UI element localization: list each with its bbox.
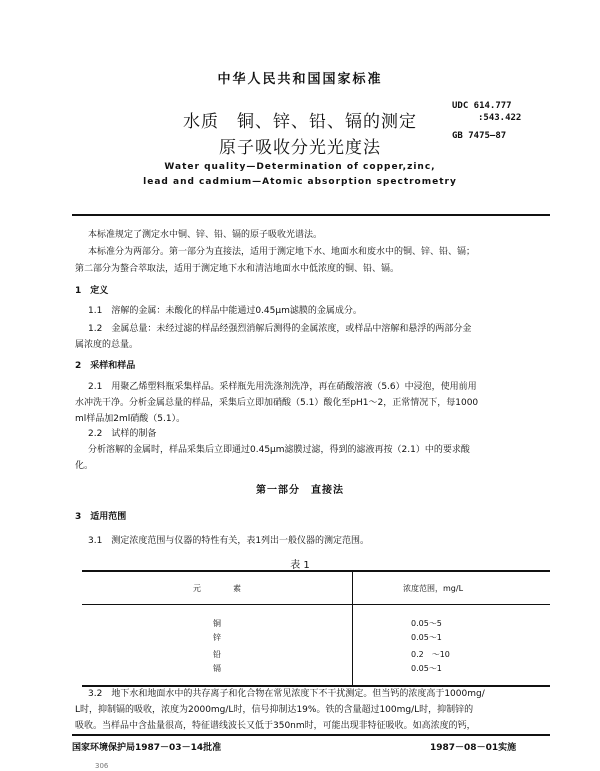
- table-cell-range: 0.2 ～10: [411, 649, 450, 659]
- udc-number: UDC 614.777: [452, 101, 512, 111]
- clause-2-2-heading: 2.2 试样的制备: [88, 429, 157, 439]
- table-cell-element: 铜: [82, 605, 353, 629]
- table-row: [82, 629, 550, 646]
- english-title-line1: Water quality—Determination of copper,zinc,: [164, 162, 436, 172]
- clause-2-1-cont: 水冲洗干净。分析金属总量的样品，采集后立即加硝酸（5.1）酸化至pH1～2，正常情况下，每1000: [75, 398, 479, 408]
- clause-2-1-cont2: ml样品加2ml硝酸（5.1）。: [75, 414, 186, 424]
- section-heading-sampling: 2 采样和样品: [75, 361, 136, 371]
- section-heading-definitions: 1 定义: [75, 286, 109, 296]
- clause-2-2: 分析溶解的金属时，样品采集后立即通过0.45μm滤膜过滤，得到的滤液再按（2.1）中的要求酸: [88, 445, 470, 455]
- table-cell-element: 锌: [82, 629, 353, 646]
- approval-date: 国家环境保护局1987－03－14批准: [72, 743, 222, 753]
- intro-paragraph-2: 本标准分为两部分。第一部分为直接法，适用于测定地下水、地面水和废水中的铜、锌、铅、镉；: [88, 247, 476, 257]
- clause-1-1: 1.1 溶解的金属：未酸化的样品中能通过0.45μm滤膜的金属成分。: [88, 306, 362, 316]
- clause-3-1: 3.1 测定浓度范围与仪器的特性有关，表1列出一般仪器的测定范围。: [88, 536, 370, 546]
- table-header-element: 元 素: [82, 571, 353, 605]
- implementation-date: 1987－08－01实施: [430, 743, 517, 753]
- table-header-row: [82, 571, 550, 605]
- clause-2-1: 2.1 用聚乙烯塑料瓶采集样品。采样瓶先用洗涤剂洗净，再在硝酸溶液（5.6）中浸泡，使用前用: [88, 382, 477, 392]
- standard-title: 中华人民共和国国家标准: [217, 72, 383, 87]
- clause-3-2: 3.2 地下水和地面水中的共存离子和化合物在常见浓度下不干扰测定。但当钙的浓度高于1000mg/: [88, 689, 485, 699]
- table-cell-range: 0.05～5: [411, 618, 442, 628]
- document-subtitle: 原子吸收分光光度法: [219, 138, 381, 158]
- concentration-range-table: [82, 570, 550, 687]
- table-caption: 表 1: [290, 560, 310, 571]
- table-header-range: 浓度范围，mg/L: [353, 571, 551, 605]
- table-row: [82, 646, 550, 663]
- table-cell-range: 0.05～1: [353, 663, 551, 686]
- intro-paragraph-2-cont: 第二部分为螯合萃取法，适用于测定地下水和清洁地面水中低浓度的铜、铅、镉。: [75, 264, 400, 274]
- header-divider: [72, 214, 550, 216]
- part-one-heading: 第一部分 直接法: [256, 485, 344, 496]
- table-cell-element: 铅: [82, 646, 353, 663]
- footer-divider: [72, 734, 550, 736]
- clause-3-2-cont2: 吸收。当样品中含盐量很高，特征谱线波长又低于350nm时，可能出现非特征吸收。如高浓度的钙，: [75, 721, 476, 731]
- clause-2-2-cont: 化。: [75, 461, 94, 471]
- table-row: [82, 605, 550, 629]
- english-title-line2: lead and cadmium—Atomic absorption spectrometry: [143, 177, 457, 187]
- table-row: [82, 663, 550, 686]
- table-cell-element: 镉: [82, 663, 353, 686]
- table-cell-range: 0.05～1: [411, 632, 442, 642]
- clause-3-2-cont: L时，抑制镉的吸收，浓度为2000mg/L时，信号抑制达19%。铁的含量超过100mg/L时，抑制锌的: [75, 705, 474, 715]
- gb-number: GB 7475—87: [452, 131, 507, 141]
- intro-paragraph-1: 本标准规定了测定水中铜、锌、铅、镉的原子吸收光谱法。: [88, 230, 323, 240]
- document-title: 水质 铜、锌、铅、镉的测定: [183, 112, 417, 132]
- udc-number-continued: :543.422: [478, 113, 522, 123]
- page-number: 306: [95, 762, 109, 770]
- clause-1-2-cont: 属浓度的总量。: [75, 340, 139, 350]
- clause-1-2: 1.2 金属总量：未经过滤的样品经强烈消解后测得的金属浓度，或样品中溶解和悬浮的两部分金: [88, 324, 472, 334]
- section-heading-scope: 3 适用范围: [75, 512, 127, 522]
